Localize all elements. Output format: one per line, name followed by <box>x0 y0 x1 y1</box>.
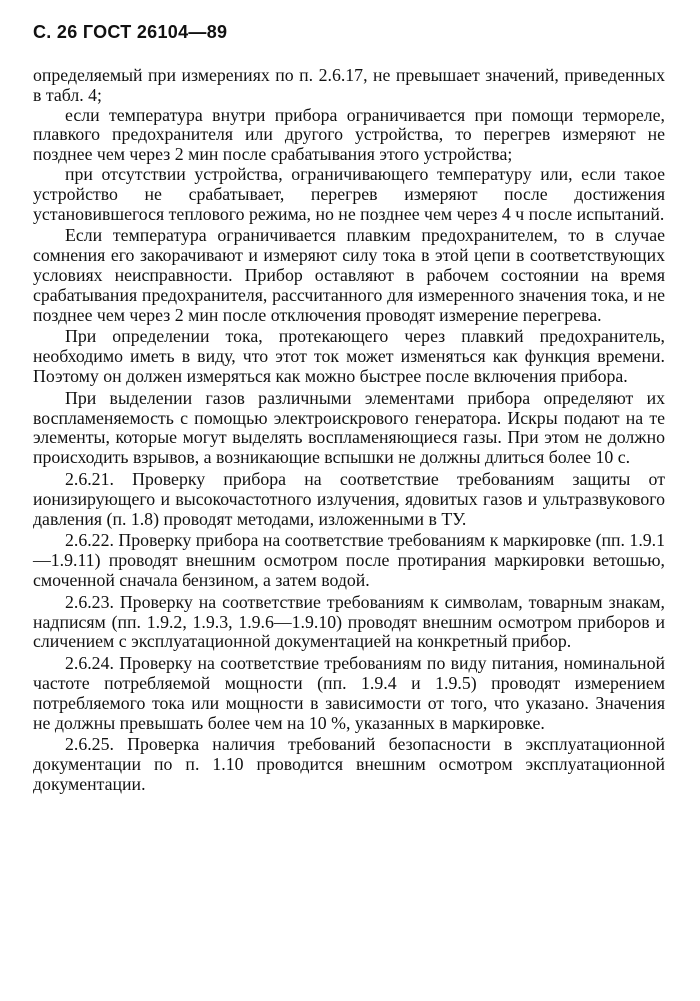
paragraph-gases: При выделении газов различными элементами прибора определяют их воспламеняемость с помощью электроискрового генератора. Искры подают на те элементы, которые могут выделять воспламеняющиеся газы. При этом не должно происходить взрывов, а возникающие вспышки не должны длиться более 10 с. <box>33 387 665 468</box>
paragraph-continuation: определяемый при измерениях по п. 2.6.17, не превышает значений, приведенных в табл. 4; <box>33 65 665 105</box>
paragraph-fuse: Если температура ограничивается плавким предохранителем, то в случае сомнения его закорачивают и измеряют силу тока в этой цепи в соответствующих условиях неисправности. Прибор оставляют в рабочем состоянии на время срабатывания предохранителя, рассчитанного для измеренного значения тока, и не позднее чем через 2 мин после отключения проводят измерение перегрева. <box>33 225 665 325</box>
page-header: С. 26 ГОСТ 26104—89 <box>33 22 228 42</box>
document-body <box>33 66 665 795</box>
clause-2-6-23: 2.6.23. Проверку на соответствие требованиям к символам, товарным знакам, надписям (пп. 1.9.2, 1.9.3, 1.9.6—1.9.10) проводят внешним осмотром приборов и сличением с эксплуатационной документацией на конкретный прибор. <box>33 591 665 652</box>
clause-2-6-22: 2.6.22. Проверку прибора на соответствие требованиям к маркировке (пп. 1.9.1—1.9.11) проводят внешним осмотром после протирания маркировки ветошью, смоченной сначала бензином, а затем водой. <box>33 530 665 590</box>
clause-2-6-21: 2.6.21. Проверку прибора на соответствие требованиям защиты от ионизирующего и высокочастотного излучения, ядовитых газов и ультразвукового давления (п. 1.8) проводят методами, изложенными в ТУ. <box>33 468 665 529</box>
clause-2-6-25: 2.6.25. Проверка наличия требований безопасности в эксплуатационной документации по п. 1.10 проводится внешним осмотром эксплуатационной документации. <box>33 734 665 794</box>
paragraph-no-limiter: при отсутствии устройства, ограничивающего температуру или, если такое устройство не срабатывает, перегрев измеряют после достижения установившегося теплового режима, но не позднее чем через 4 ч после испытаний. <box>33 163 665 224</box>
paragraph-thermostat: если температура внутри прибора ограничивается при помощи термореле, плавкого предохранителя или другого устройства, то перегрев измеряют не позднее чем через 2 мин после срабатывания этого устройства; <box>33 104 665 165</box>
paragraph-fuse-current: При определении тока, протекающего через плавкий предохранитель, необходимо иметь в виду, что этот ток может изменяться как функция времени. Поэтому он должен измеряться как можно быстрее после включения прибора. <box>33 326 665 386</box>
clause-2-6-24: 2.6.24. Проверку на соответствие требованиям по виду питания, номинальной частоте потребляемой мощности (пп. 1.9.4 и 1.9.5) проводят измерением потребляемого тока или мощности в зависимости от того, что указано. Значения не должны превышать более чем на 10 %, указанных в маркировке. <box>33 653 665 733</box>
